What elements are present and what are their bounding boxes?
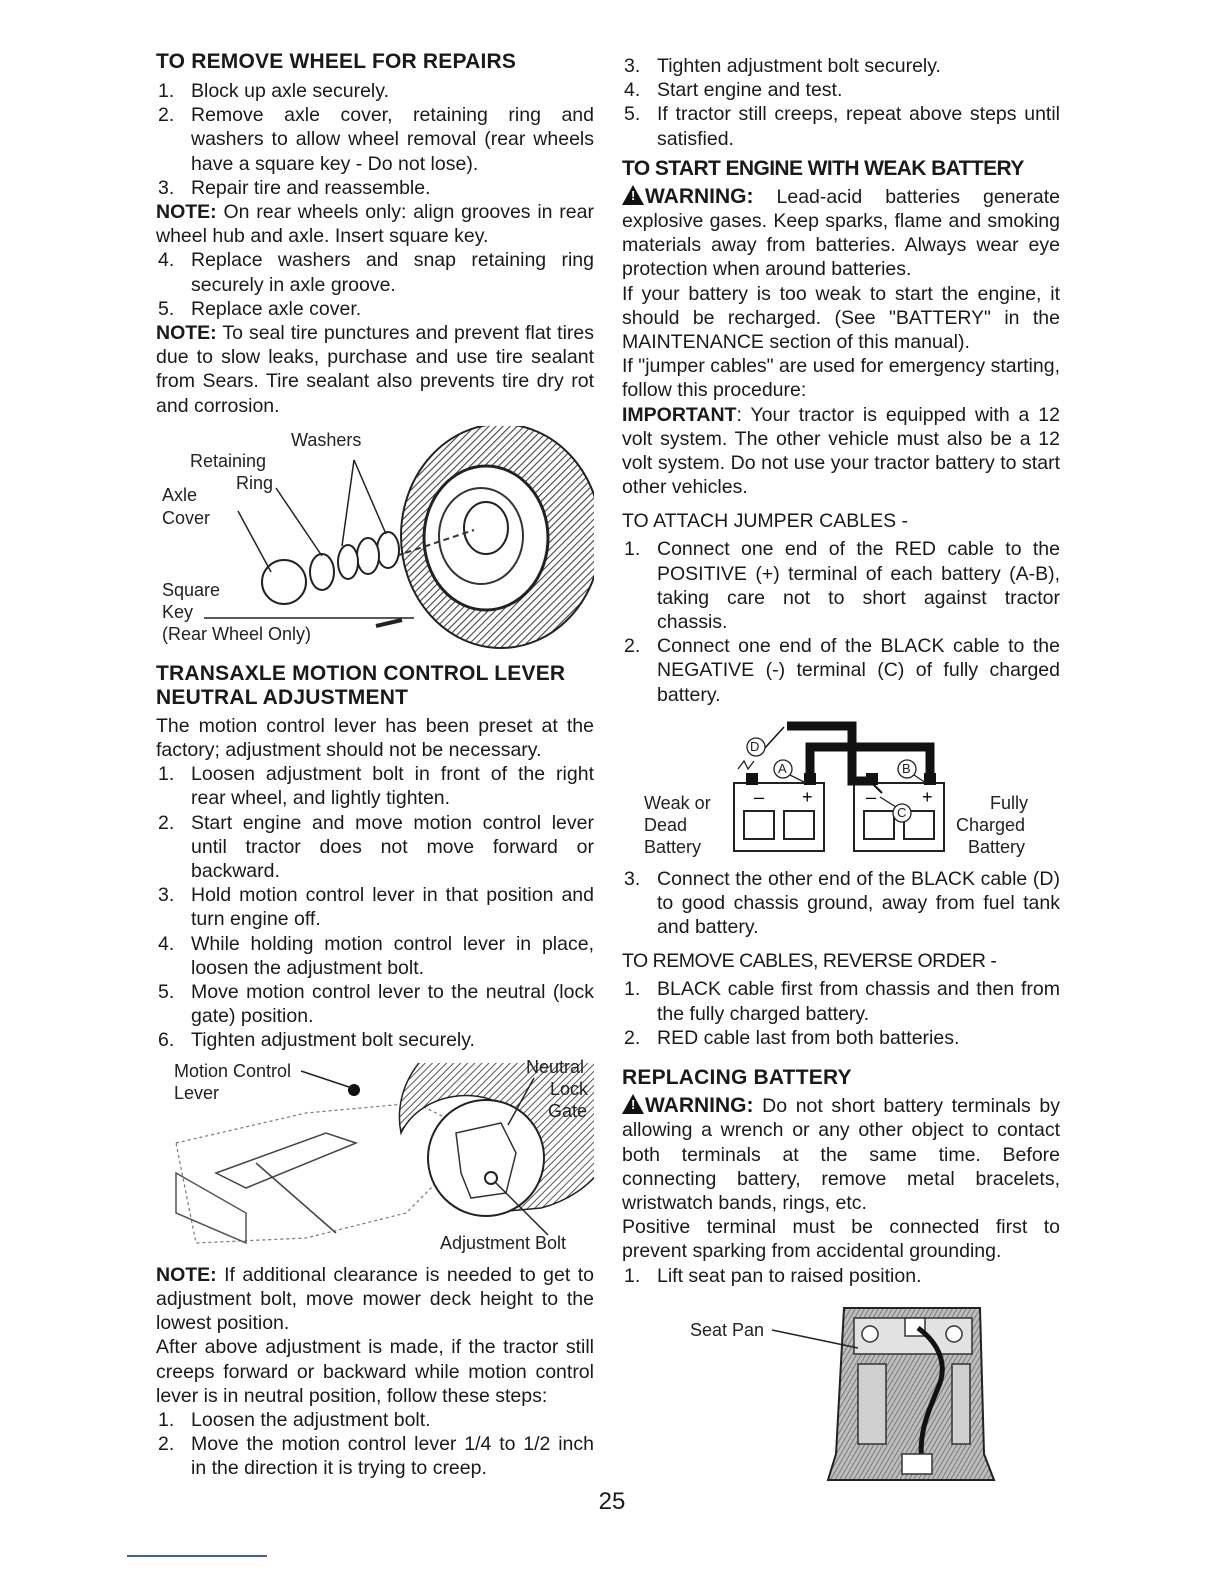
label-axle: Axle [162, 484, 198, 505]
weak-battery-heading: TO START ENGINE WITH WEAK BATTERY [622, 156, 1024, 180]
note-align-grooves: NOTE: On rear wheels only: align grooves in rear wheel hub and axle. Insert square key. [156, 201, 594, 248]
replacing-battery-heading: REPLACING BATTERY [622, 1066, 852, 1090]
callout-a: A [778, 760, 787, 776]
right-column [622, 50, 1060, 1482]
remove-steps [622, 977, 1060, 1050]
warning-icon: ! [622, 185, 644, 205]
label-battery-weak: Battery [644, 836, 702, 857]
continue-steps [622, 54, 1060, 151]
attach-cables-heading: TO ATTACH JUMPER CABLES - [622, 510, 909, 533]
jumper-cable-figure [622, 721, 1060, 861]
list-item: 3. Connect the other end of the BLACK cable (D) to good chassis ground, away from fuel tank and battery. [624, 867, 1060, 939]
transaxle-heading: TRANSAXLE MOTION CONTROL LEVER NEUTRAL ADJUSTMENT [156, 661, 566, 709]
label-retaining: Retaining [190, 450, 267, 471]
seat-pan-figure [622, 1304, 1060, 1482]
svg-text:+: + [922, 786, 933, 807]
list-item: 1. Block up axle securely. [158, 80, 389, 102]
important-paragraph: IMPORTANT: Your tractor is equipped with a 12 volt system. The other vehicle must also be a 12 volt system. Do not use your tractor battery to start other vehicles. [622, 403, 1060, 499]
list-item: 2. Start engine and move motion control lever until tractor does not move forward or backward. [158, 811, 594, 883]
list-item: 5. If tractor still creeps, repeat above steps until satisfied. [624, 103, 1060, 150]
svg-text:–: – [866, 786, 877, 807]
label-lever: Lever [174, 1082, 220, 1103]
label-fully: Fully [990, 792, 1029, 813]
left-column [156, 50, 594, 1481]
svg-text:–: – [754, 786, 765, 807]
seat-pan-illustration [622, 1304, 1060, 1482]
svg-text:+: + [802, 786, 813, 807]
list-item: 2. Connect one end of the BLACK cable to the NEGATIVE (-) terminal (C) of fully charged battery. [624, 635, 1060, 706]
label-key: Key [162, 601, 194, 622]
list-item: 4. Replace washers and snap retaining ring securely in axle groove. [158, 249, 594, 296]
list-item: 1. Lift seat pan to raised position. [624, 1264, 922, 1287]
list-item: 6. Tighten adjustment bolt securely. [158, 1029, 475, 1052]
warning-icon: ! [622, 1094, 644, 1114]
callout-b: B [902, 760, 911, 776]
label-weak-or: Weak or [644, 792, 711, 813]
jumper-paragraph: If "jumper cables" are used for emergency starting, follow this procedure: [622, 355, 1060, 402]
motion-control-figure [156, 1056, 594, 1263]
footer-rule [127, 1555, 267, 1557]
list-item: 5. Move motion control lever to the neutral (lock gate) position. [158, 981, 594, 1028]
label-adjustment-bolt: Adjustment Bolt [440, 1232, 567, 1253]
positive-terminal-paragraph: Positive terminal must be connected first to prevent sparking from accidental grounding. [622, 1216, 1060, 1263]
remove-wheel-steps-b [156, 248, 594, 321]
replacing-steps [622, 1264, 1060, 1288]
callout-d: D [750, 738, 760, 754]
attach-step-3 [622, 867, 1060, 940]
label-square: Square [162, 579, 221, 600]
label-ring: Ring [236, 472, 274, 493]
label-cover: Cover [162, 507, 211, 528]
recharge-paragraph: If your battery is too weak to start the engine, it should be recharged. (See "BATTERY" in the MAINTENANCE section of this manual). [622, 282, 1060, 354]
list-item: 2. Remove axle cover, retaining ring and washers to allow wheel removal (rear wheels have a square key - Do not lose). [158, 104, 594, 175]
list-item: 1. Loosen adjustment bolt in front of the right rear wheel, and lightly tighten. [158, 763, 594, 810]
remove-wheel-heading: TO REMOVE WHEEL FOR REPAIRS [156, 50, 517, 73]
list-item: 1. Loosen the adjustment bolt. [158, 1408, 431, 1431]
creep-steps [156, 1408, 594, 1481]
label-charged: Charged [956, 814, 1026, 835]
list-item: 3. Tighten adjustment bolt securely. [624, 55, 941, 77]
list-item: 5. Replace axle cover. [158, 297, 362, 320]
weak-battery-warning: ! WARNING: Lead-acid batteries generate explosive gases. Keep sparks, flame and smoking materials away from batteries. Always wear eye protection when around batteries. [622, 184, 1060, 281]
note-tire-sealant: NOTE: To seal tire punctures and prevent flat tires due to slow leaks, purchase and use tire sealant from Sears. Tire sealant also prevents tire dry rot and corrosion. [156, 322, 594, 417]
label-neutral: Neutral [526, 1056, 585, 1077]
list-item: 2. Move the motion control lever 1/4 to 1/2 inch in the direction it is trying to creep. [158, 1433, 594, 1480]
page-number: 25 [598, 1488, 626, 1515]
after-adjustment: After above adjustment is made, if the tractor still creeps forward or backward while motion control lever is in neutral position, follow these steps: [156, 1336, 594, 1407]
replacing-battery-warning: ! WARNING: Do not short battery terminals by allowing a wrench or any other object to contact both terminals at the same time. Before connecting battery, remove metal bracelets, wristwatch bands, rings, etc. [622, 1094, 1060, 1214]
label-lock: Lock [550, 1078, 589, 1099]
label-gate: Gate [548, 1100, 588, 1121]
list-item: 2. RED cable last from both batteries. [624, 1026, 960, 1049]
list-item: 1. BLACK cable first from chassis and then from the fully charged battery. [624, 978, 1060, 1025]
wheel-assembly-figure [156, 426, 594, 656]
label-rear-wheel-only: (Rear Wheel Only) [162, 623, 312, 644]
remove-wheel-steps-a [156, 79, 594, 200]
label-motion-control: Motion Control [174, 1060, 292, 1081]
label-dead: Dead [644, 814, 688, 835]
list-item: 4. While holding motion control lever in place, loosen the adjustment bolt. [158, 932, 594, 979]
transaxle-steps [156, 762, 594, 1052]
note-clearance: NOTE: If additional clearance is needed to get to adjustment bolt, move mower deck height to the lowest position. [156, 1263, 594, 1335]
remove-cables-heading: TO REMOVE CABLES, REVERSE ORDER - [622, 950, 997, 973]
list-item: 3. Hold motion control lever in that position and turn engine off. [158, 884, 594, 931]
label-washers: Washers [291, 429, 362, 450]
list-item: 3. Repair tire and reassemble. [158, 176, 431, 199]
label-battery-charged: Battery [968, 836, 1026, 857]
list-item: 4. Start engine and test. [624, 79, 843, 102]
list-item: 1. Connect one end of the RED cable to the POSITIVE (+) terminal of each battery (A-B), taking care not to short against tractor chassis. [624, 538, 1060, 634]
attach-steps [622, 537, 1060, 706]
label-seat-pan: Seat Pan [690, 1319, 765, 1340]
callout-c: C [897, 804, 907, 820]
transaxle-intro: The motion control lever has been preset at the factory; adjustment should not be necessary. [156, 714, 594, 762]
